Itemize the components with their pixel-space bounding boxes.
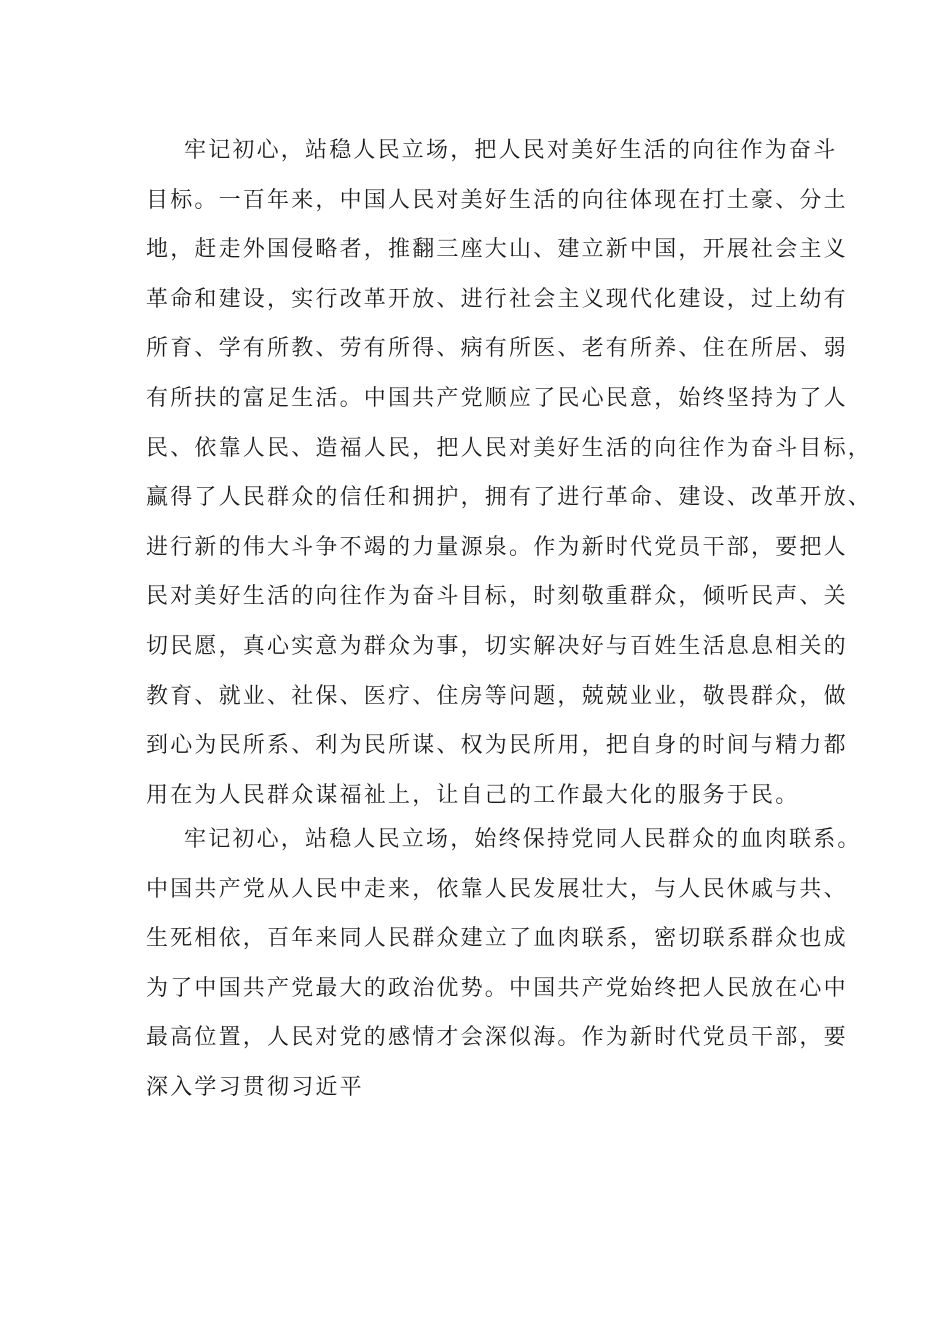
paragraph-line: 为了中国共产党最大的政治优势。中国共产党始终把人民放在心中 — [146, 975, 848, 1001]
paragraph-line: 切民愿，真心实意为群众为事，切实解决好与百姓生活息息相关的 — [146, 633, 848, 659]
paragraph-line: 地，赶走外国侵略者，推翻三座大山、建立新中国，开展社会主义 — [146, 237, 848, 263]
paragraph-line: 所育、学有所教、劳有所得、病有所医、老有所养、住在所居、弱 — [146, 336, 848, 362]
paragraph-line: 牢记初心，站稳人民立场，始终保持党同人民群众的血肉联系。 — [184, 827, 862, 852]
paragraph-line: 用在为人民群众谋福祉上，让自己的工作最大化的服务于民。 — [146, 782, 800, 808]
paragraph-line: 民、依靠人民、造福人民，把人民对美好生活的向往作为奋斗目标， — [146, 435, 873, 461]
paragraph-line: 生死相依，百年来同人民群众建立了血肉联系，密切联系群众也成 — [146, 926, 848, 952]
paragraph-line: 进行新的伟大斗争不竭的力量源泉。作为新时代党员干部，要把人 — [146, 534, 848, 560]
paragraph-line: 到心为民所系、利为民所谋、权为民所用，把自身的时间与精力都 — [146, 733, 848, 759]
paragraph-line: 赢得了人民群众的信任和拥护，拥有了进行革命、建设、改革开放、 — [146, 485, 873, 511]
paragraph-line: 有所扶的富足生活。中国共产党顺应了民心民意，始终坚持为了人 — [146, 385, 848, 411]
paragraph-line: 教育、就业、社保、医疗、住房等问题，兢兢业业，敬畏群众，做 — [146, 683, 848, 709]
paragraph-line: 牢记初心，站稳人民立场，把人民对美好生活的向往作为奋斗 — [184, 138, 838, 163]
paragraph-line: 目标。一百年来，中国人民对美好生活的向往体现在打土豪、分土 — [146, 187, 848, 213]
paragraph-2 — [146, 815, 862, 1113]
paragraph-1 — [146, 126, 873, 820]
paragraph-line: 中国共产党从人民中走来，依靠人民发展壮大，与人民休戚与共、 — [146, 876, 848, 902]
paragraph-line: 最高位置，人民对党的感情才会深似海。作为新时代党员干部，要 — [146, 1025, 848, 1051]
paragraph-line: 革命和建设，实行改革开放、进行社会主义现代化建设，过上幼有 — [146, 286, 848, 312]
paragraph-line: 深入学习贯彻习近平 — [146, 1074, 364, 1100]
paragraph-line: 民对美好生活的向往作为奋斗目标，时刻敬重群众，倾听民声、关 — [146, 584, 848, 610]
